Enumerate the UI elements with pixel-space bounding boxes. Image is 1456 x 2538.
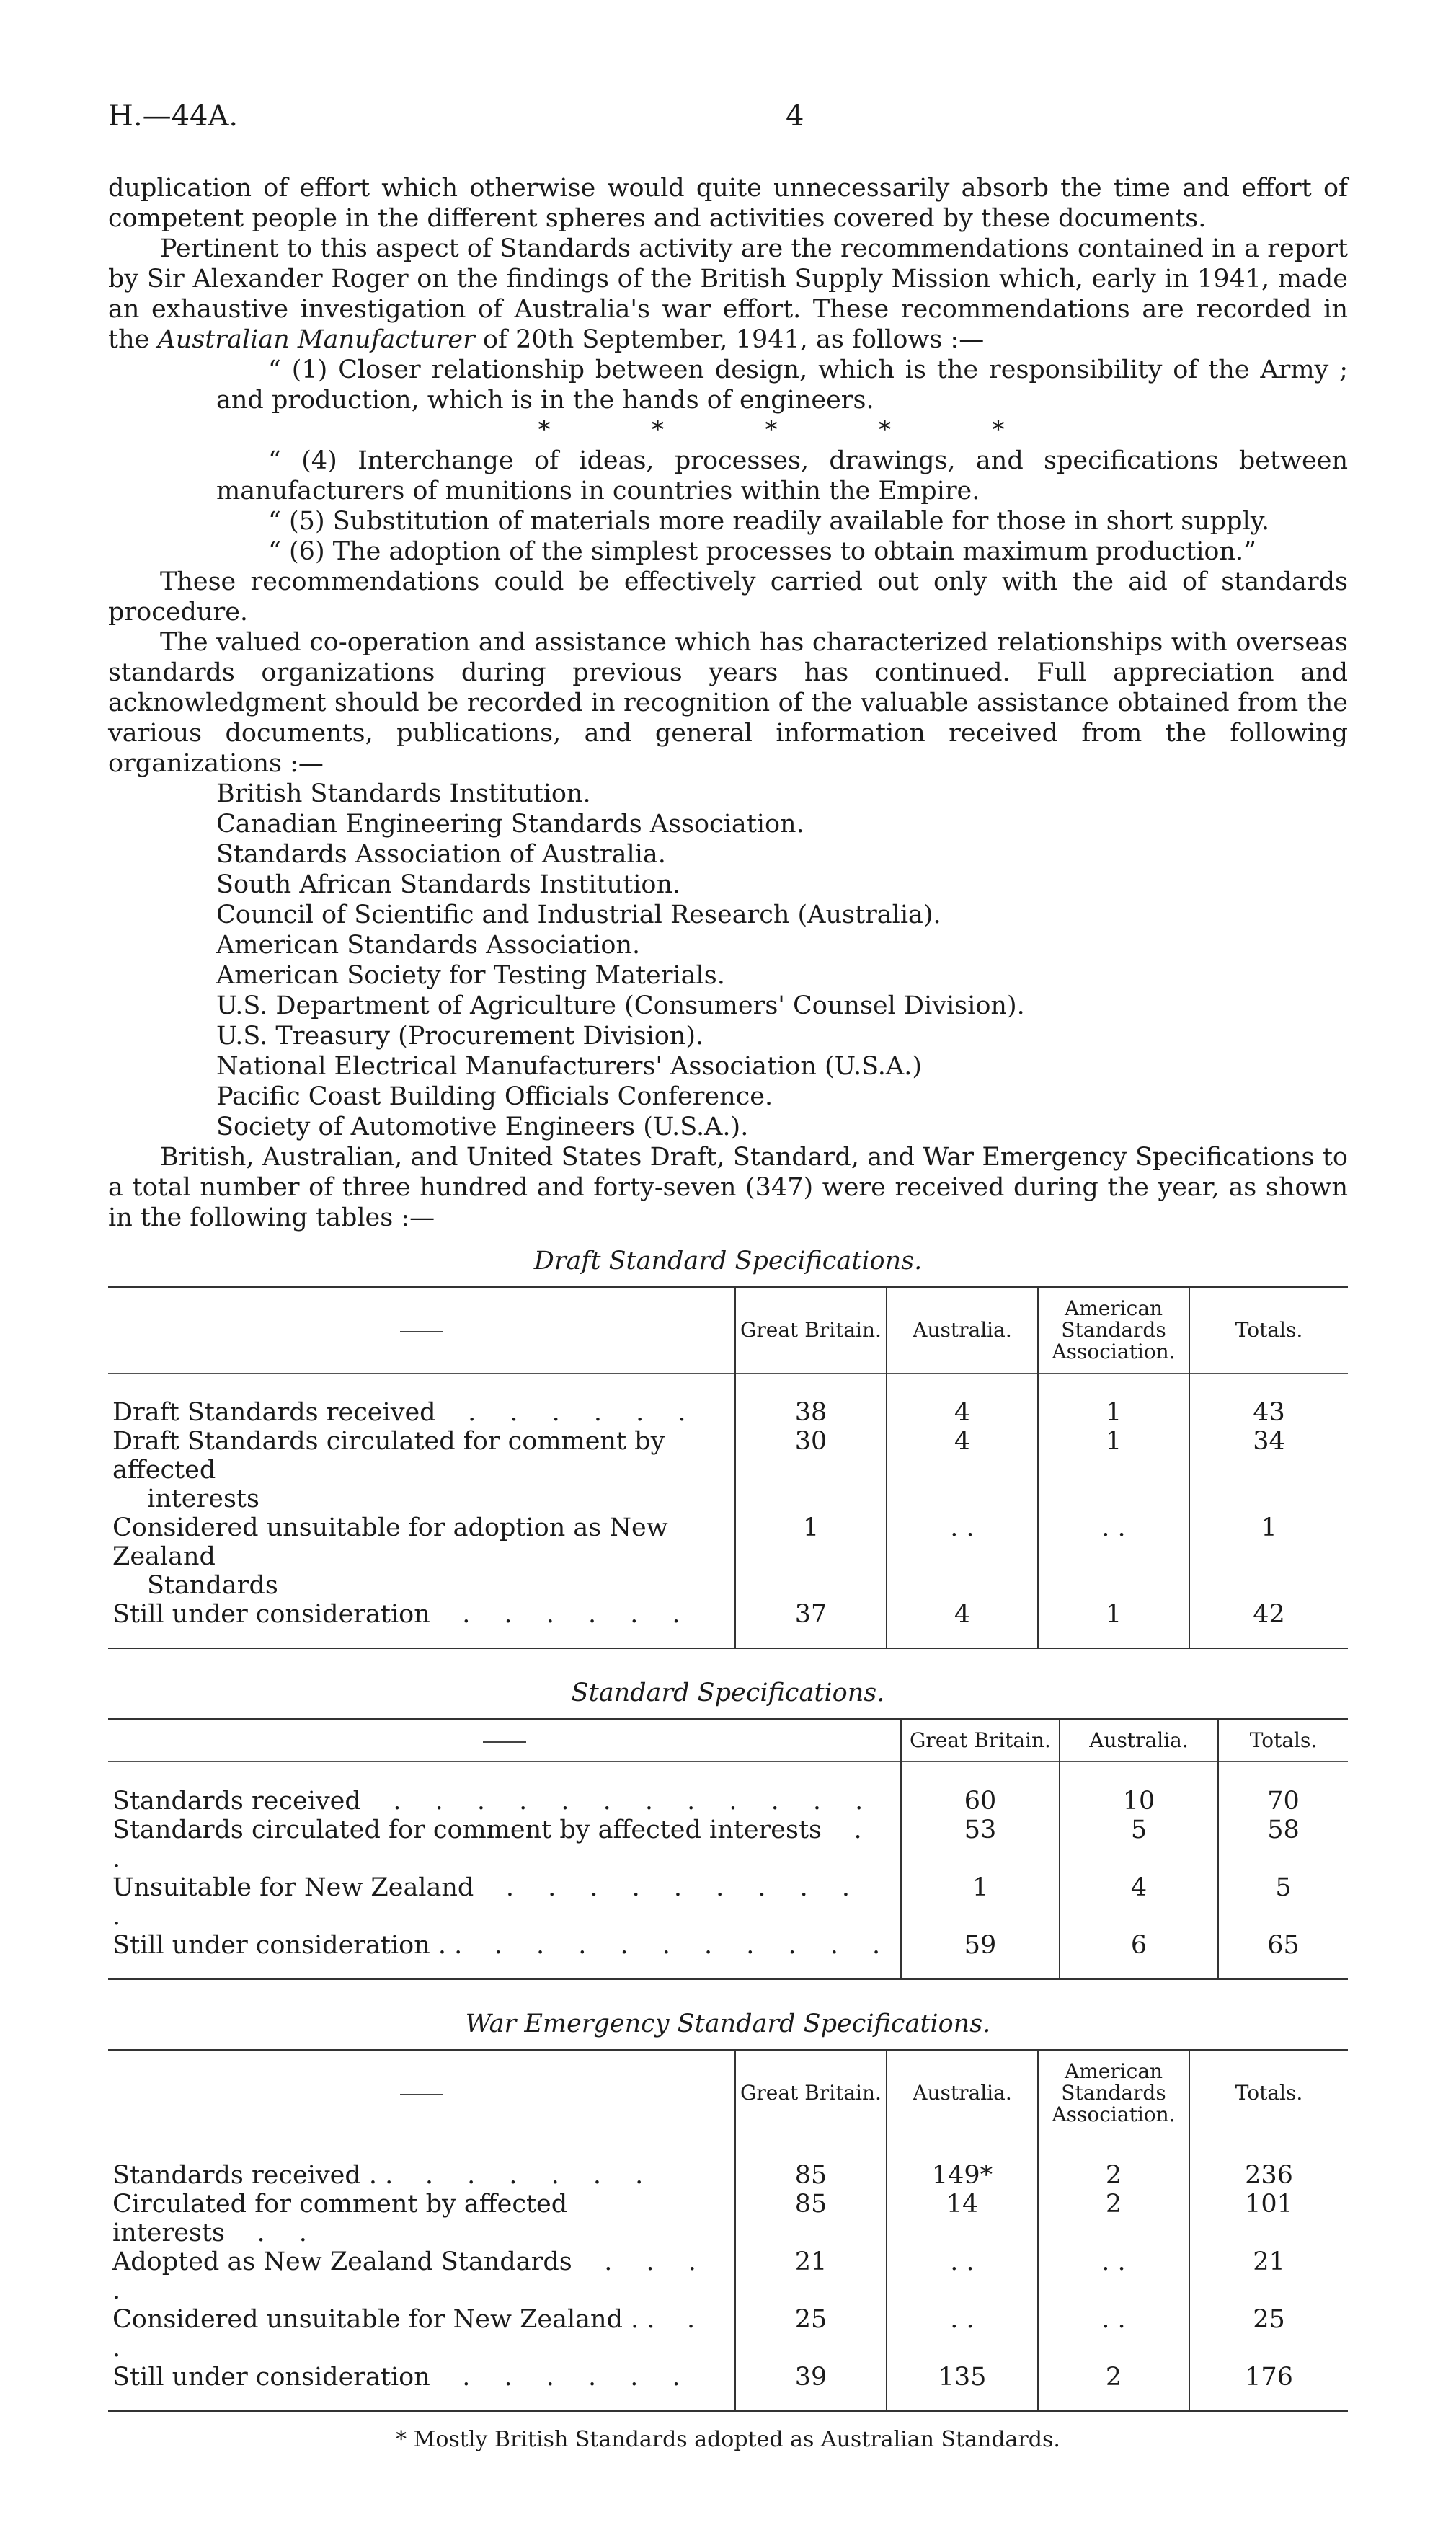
paragraph-recommendations: [108, 234, 1348, 355]
table-cell: 59: [901, 1931, 1060, 1960]
row-label: Standards circulated for comment by affected interests: [112, 1816, 822, 1844]
dot-leader: . . . . . .: [468, 1398, 699, 1427]
table-cell: 2: [1038, 2363, 1189, 2392]
row-label: Circulated for comment by affected interests: [112, 2190, 568, 2247]
table-cell: 5: [1218, 1873, 1348, 1931]
table-cell: 4: [887, 1398, 1038, 1427]
war-emergency-specifications-table: [108, 2049, 1348, 2412]
column-header: Totals.: [1189, 1287, 1348, 1374]
list-item: British Standards Institution.: [216, 779, 591, 808]
table-cell: 6: [1060, 1931, 1218, 1960]
column-header: Totals.: [1189, 2050, 1348, 2136]
column-header: Australia.: [1060, 1719, 1218, 1762]
table-cell: 4: [887, 1427, 1038, 1513]
table-row: [108, 1787, 1348, 1816]
table-cell: 10: [1060, 1787, 1218, 1816]
star: *: [765, 416, 778, 445]
table-caption-war-emergency: War Emergency Standard Specifications.: [465, 2009, 991, 2038]
dot-leader: . .: [112, 1816, 875, 1873]
table-cell: 4: [887, 1600, 1038, 1629]
table-cell: 38: [735, 1398, 887, 1427]
table-cell: 135: [887, 2363, 1038, 2392]
page-header: [108, 101, 1348, 144]
table-cell: 25: [735, 2305, 887, 2363]
table-cell: 1: [901, 1873, 1060, 1931]
row-label: Draft Standards circulated for comment by affected: [112, 1427, 665, 1485]
table-row: [108, 1873, 1348, 1931]
table-cell: 14: [887, 2190, 1038, 2247]
dot-leader: . .: [112, 2305, 709, 2363]
table-cell: 65: [1218, 1931, 1348, 1960]
list-item: Canadian Engineering Standards Association.: [216, 810, 804, 839]
list-item: U.S. Department of Agriculture (Consumers' Counsel Division).: [216, 991, 1025, 1020]
ellipsis-stars: [108, 415, 1348, 446]
dot-leader: . . . . . .: [462, 2363, 693, 2392]
column-header: Great Britain.: [901, 1719, 1060, 1762]
table-row: [108, 1398, 1348, 1427]
row-label: Considered unsuitable for adoption as New Zealand: [112, 1513, 668, 1571]
paragraph-text-b: of 20th September, 1941, as follows :—: [474, 325, 985, 354]
paragraph-specifications-total: British, Australian, and United States Draft, Standard, and War Emergency Specifications to a total number of three hundred and forty-seven (347) were received during the year, as shown in the following tables :—: [108, 1143, 1348, 1232]
row-label: Still under consideration: [112, 1600, 430, 1629]
table-header-row: [108, 1287, 1348, 1374]
table-cell: . .: [1038, 2305, 1189, 2363]
quote-5: “ (5) Substitution of materials more readily available for those in short supply.: [268, 507, 1270, 536]
column-header: Great Britain.: [735, 1287, 887, 1374]
column-header: Great Britain.: [735, 2050, 887, 2136]
table-header-row: [108, 1719, 1348, 1762]
star: *: [878, 416, 892, 445]
table-row: [108, 1816, 1348, 1873]
table-cell: 21: [1189, 2247, 1348, 2305]
list-item: Standards Association of Australia.: [216, 840, 666, 869]
row-label-continued: Standards: [147, 1571, 278, 1600]
organization-list: [108, 779, 1348, 1142]
table-cell: 1: [1038, 1600, 1189, 1629]
table-cell: 34: [1189, 1427, 1348, 1513]
dot-leader: . . . . . . . . . .: [112, 1873, 863, 1931]
table-cell: 42: [1189, 1600, 1348, 1629]
table-cell: . .: [887, 1513, 1038, 1600]
table-cell: 101: [1189, 2190, 1348, 2247]
table-cell: . .: [887, 2247, 1038, 2305]
table-cell: 43: [1189, 1398, 1348, 1427]
row-label-continued: interests: [147, 1485, 259, 1513]
list-item: Pacific Coast Building Officials Conference.: [216, 1082, 773, 1111]
table-cell: 1: [735, 1513, 887, 1600]
table-caption-standard: Standard Specifications.: [571, 1679, 885, 1707]
table-cell: 53: [901, 1816, 1060, 1873]
header-dash: [108, 2050, 735, 2136]
table-cell: 149*: [887, 2161, 1038, 2190]
header-dash: [108, 1719, 901, 1762]
star: *: [651, 416, 665, 445]
column-header: Australia.: [887, 1287, 1038, 1374]
table-row: [108, 2247, 1348, 2305]
table-cell: . .: [1038, 1513, 1189, 1600]
table-caption-draft: Draft Standard Specifications.: [533, 1247, 923, 1275]
paragraph-standards-procedure: These recommendations could be effectively carried out only with the aid of standards procedure.: [108, 567, 1348, 627]
table-row: [108, 2161, 1348, 2190]
row-label: Standards received . .: [112, 2161, 394, 2190]
dot-leader: . .: [257, 2219, 320, 2247]
dot-leader: . . . .: [112, 2247, 709, 2305]
paragraph-cooperation: The valued co-operation and assistance which has characterized relationships with overseas standards organizations during previous years has continued. Full appreciation and acknowledgment should be recorded in recognition of the valuable assistance obtained from the various documents, publications, and general information received from the following organizations :—: [108, 628, 1348, 778]
star: *: [992, 416, 1005, 445]
table-cell: 85: [735, 2161, 887, 2190]
table-cell: 70: [1218, 1787, 1348, 1816]
publication-title: Australian Manufacturer: [157, 325, 475, 354]
table-header-row: [108, 2050, 1348, 2136]
table-row: [108, 2363, 1348, 2392]
list-item: American Society for Testing Materials.: [216, 961, 725, 990]
page-number: 4: [786, 100, 804, 133]
row-label: Still under consideration: [112, 2363, 430, 2392]
row-label: Still under consideration . .: [112, 1931, 463, 1960]
table-cell: 1: [1038, 1427, 1189, 1513]
column-header: American Standards Association.: [1038, 2050, 1189, 2136]
dot-leader: . . . . . .: [462, 1600, 693, 1629]
table-row: [108, 2190, 1348, 2247]
table-cell: 39: [735, 2363, 887, 2392]
quote-1: “ (1) Closer relationship between design, which is the responsibility of the Army ; and production, which is in the hands of engineers.: [216, 355, 1348, 415]
list-item: U.S. Treasury (Procurement Division).: [216, 1022, 704, 1051]
dot-leader: . . . . . . . . . .: [494, 1931, 894, 1960]
table-row: [108, 1513, 1348, 1600]
table-row: [108, 2305, 1348, 2363]
table-cell: 2: [1038, 2161, 1189, 2190]
table-cell: 25: [1189, 2305, 1348, 2363]
table-cell: 58: [1218, 1816, 1348, 1873]
column-header: Australia.: [887, 2050, 1038, 2136]
row-label: Unsuitable for New Zealand: [112, 1873, 474, 1902]
table-cell: 37: [735, 1600, 887, 1629]
table-cell: 1: [1038, 1398, 1189, 1427]
quote-6: “ (6) The adoption of the simplest processes to obtain maximum production.”: [268, 537, 1257, 566]
row-label: Draft Standards received: [112, 1398, 436, 1427]
row-label: Standards received: [112, 1787, 361, 1816]
table-cell: . .: [1038, 2247, 1189, 2305]
table-cell: 1: [1189, 1513, 1348, 1600]
standard-specifications-table: [108, 1718, 1348, 1980]
row-label: Considered unsuitable for New Zealand . .: [112, 2305, 655, 2334]
table-cell: 176: [1189, 2363, 1348, 2392]
table-row: [108, 1931, 1348, 1960]
table-cell: 21: [735, 2247, 887, 2305]
list-item: Council of Scientific and Industrial Research (Australia).: [216, 901, 941, 929]
list-item: South African Standards Institution.: [216, 870, 681, 899]
table-cell: 5: [1060, 1816, 1218, 1873]
header-dash: [108, 1287, 735, 1374]
paragraph-continuation: duplication of effort which otherwise would quite unnecessarily absorb the time and effort of competent people in the different spheres and activities covered by these documents.: [108, 174, 1348, 233]
table-cell: . .: [887, 2305, 1038, 2363]
column-header: American Standards Association.: [1038, 1287, 1189, 1374]
table-row: [108, 1427, 1348, 1513]
document-reference: H.—44A.: [108, 100, 239, 133]
table-cell: 236: [1189, 2161, 1348, 2190]
table-cell: 2: [1038, 2190, 1189, 2247]
table-row: [108, 1600, 1348, 1629]
list-item: Society of Automotive Engineers (U.S.A.).: [216, 1113, 749, 1141]
quote-4: “ (4) Interchange of ideas, processes, drawings, and specifications between manufacturers of munitions in countries within the Empire.: [216, 446, 1348, 505]
table-cell: 4: [1060, 1873, 1218, 1931]
draft-specifications-table: [108, 1286, 1348, 1649]
dot-leader: . . . . . . . . . . . .: [393, 1787, 876, 1816]
row-label: Adopted as New Zealand Standards: [112, 2247, 572, 2276]
list-item: National Electrical Manufacturers' Association (U.S.A.): [216, 1052, 922, 1081]
table-cell: 60: [901, 1787, 1060, 1816]
list-item: American Standards Association.: [216, 931, 641, 960]
column-header: Totals.: [1218, 1719, 1348, 1762]
dot-leader: . . . . . .: [425, 2161, 657, 2190]
table-cell: 30: [735, 1427, 887, 1513]
table-footnote: * Mostly British Standards adopted as Australian Standards.: [396, 2427, 1060, 2452]
paragraph-text-a: Pertinent to this aspect of Standards activity are the recommendations contained in a report by Sir Alexander Roger on the findings of the British Supply Mission which, early in 1941, made an exhaustive investigation of Australia's war effort. These recommendations are recorded in the: [108, 234, 1348, 354]
table-cell: 85: [735, 2190, 887, 2247]
star: *: [538, 416, 551, 445]
